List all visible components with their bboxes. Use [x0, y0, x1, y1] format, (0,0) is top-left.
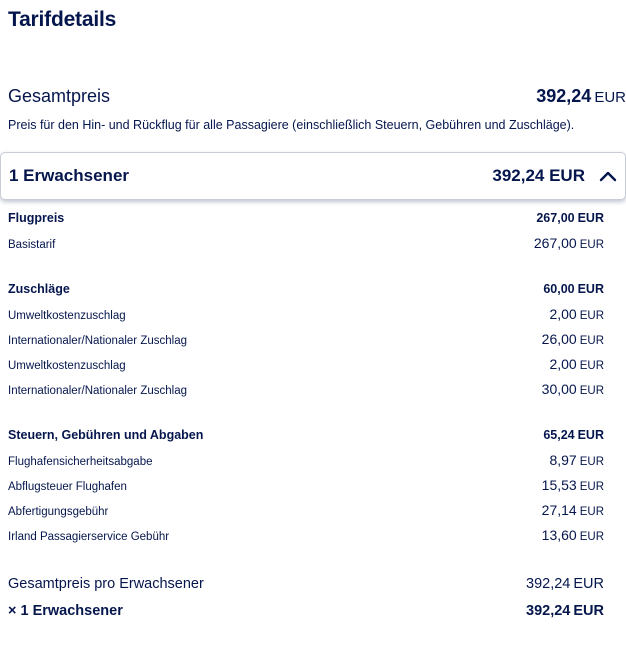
- surcharge-item-amount: 26,00 EUR: [541, 331, 604, 347]
- surcharge-item-row: [8, 306, 604, 322]
- surcharge-item-label: Umweltkostenzuschlag: [8, 360, 126, 372]
- tax-item-row: [8, 502, 604, 518]
- tax-item-label: Abfertigungsgebühr: [8, 506, 109, 518]
- surcharge-item-label: Umweltkostenzuschlag: [8, 310, 126, 322]
- surcharge-item-row: [8, 381, 604, 397]
- surcharge-item-amount: 2,00 EUR: [549, 306, 604, 322]
- surcharge-item-label: Internationaler/Nationaler Zuschlag: [8, 385, 187, 397]
- tax-item-row: [8, 527, 604, 543]
- surcharges-section-header: [8, 282, 604, 296]
- passenger-label: 1 Erwachsener: [9, 166, 130, 185]
- per-adult-total-label: Gesamtpreis pro Erwachsener: [8, 576, 204, 592]
- adult-count-amount: 392,24 EUR: [526, 603, 604, 619]
- total-price-amount: 392,24: [536, 86, 592, 106]
- chevron-up-icon[interactable]: [599, 169, 617, 183]
- total-price-value: [536, 86, 626, 107]
- tax-item-amount: 15,53 EUR: [541, 477, 604, 493]
- surcharge-item-label: Internationaler/Nationaler Zuschlag: [8, 335, 187, 347]
- fare-item-row: [8, 235, 604, 251]
- surcharge-item-amount: 30,00 EUR: [541, 381, 604, 397]
- total-price-label: Gesamtpreis: [8, 86, 111, 106]
- fare-amount: 267,00 EUR: [536, 211, 604, 225]
- fare-item-label: Basistarif: [8, 239, 56, 251]
- total-price-row: [8, 86, 626, 112]
- tax-item-amount: 27,14 EUR: [541, 502, 604, 518]
- surcharge-item-row: [8, 356, 604, 372]
- adult-count-label: × 1 Erwachsener: [8, 603, 123, 619]
- page-title: Tarifdetails: [8, 8, 117, 31]
- tax-item-row: [8, 477, 604, 493]
- total-price-currency: EUR: [594, 89, 626, 106]
- surcharge-item-row: [8, 331, 604, 347]
- surcharges-label: Zuschläge: [8, 282, 70, 296]
- adult-count-total-row: [8, 603, 604, 619]
- total-price-description: Preis für den Hin- und Rückflug für alle Passagiere (einschließlich Steuern, Gebühren und Zuschläge).: [8, 118, 575, 132]
- per-adult-total-row: [8, 576, 604, 592]
- tax-item-amount: 8,97 EUR: [549, 452, 604, 468]
- fare-label: Flugpreis: [8, 211, 65, 225]
- tax-item-label: Flughafensicherheitsabgabe: [8, 456, 153, 468]
- tax-item-row: [8, 452, 604, 468]
- taxes-label: Steuern, Gebühren und Abgaben: [8, 428, 204, 442]
- per-adult-total-amount: 392,24 EUR: [526, 576, 604, 592]
- fare-item-amount: 267,00 EUR: [533, 235, 604, 251]
- passenger-price: 392,24 EUR: [492, 166, 585, 185]
- tax-item-label: Abflugsteuer Flughafen: [8, 481, 127, 493]
- tax-item-label: Irland Passagierservice Gebühr: [8, 531, 170, 543]
- surcharge-item-amount: 2,00 EUR: [549, 356, 604, 372]
- fare-section-header: [8, 211, 604, 225]
- passenger-accordion-header[interactable]: [0, 152, 626, 200]
- surcharges-amount: 60,00 EUR: [543, 282, 604, 296]
- tax-item-amount: 13,60 EUR: [541, 527, 604, 543]
- taxes-amount: 65,24 EUR: [543, 428, 604, 442]
- taxes-section-header: [8, 428, 604, 442]
